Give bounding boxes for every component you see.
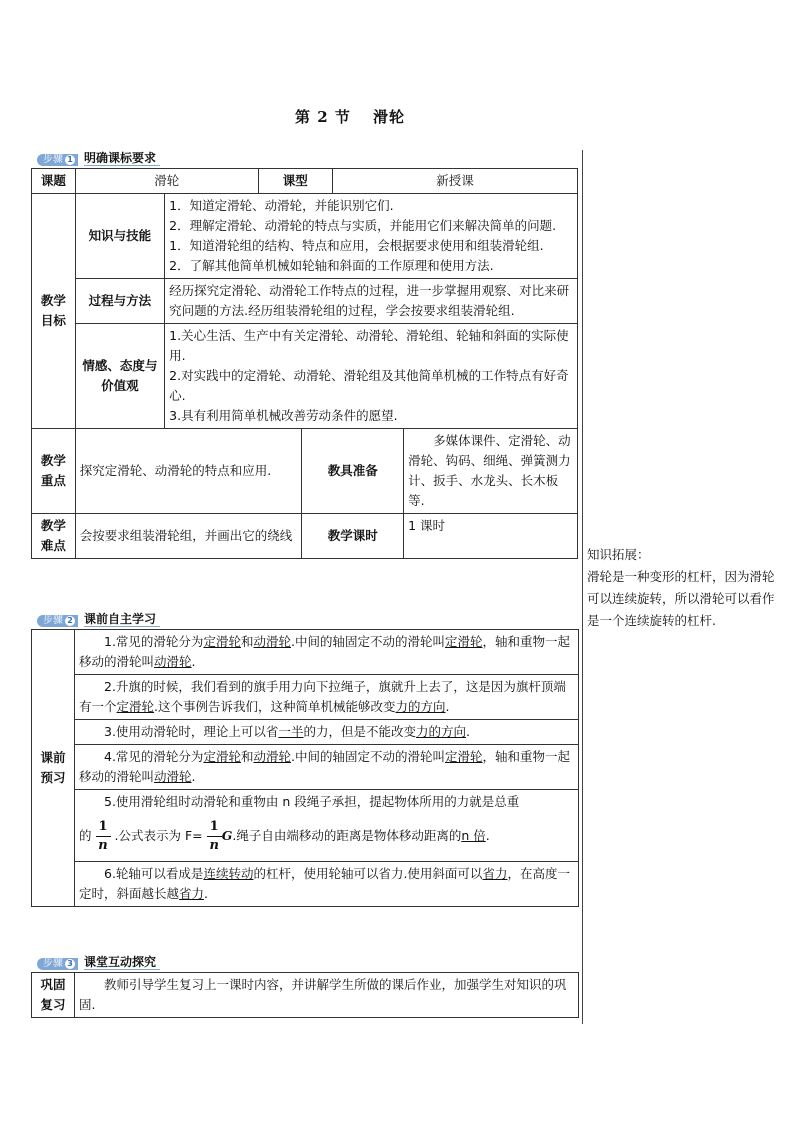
- curriculum-table: [31, 168, 578, 559]
- preview-item-5: 5.使用滑轮组时动滑轮和重物由 n 段绳子承担，提起物体所用的力就是总重 的 $\frac{1}{n}$ .公式表示为 F= $\frac{1}{n}$ G.绳子自由端移动的距离是物体移动距离的n 倍.: [75, 790, 579, 862]
- step-1-heading: [37, 151, 160, 166]
- review-label: 巩固复习: [32, 973, 75, 1018]
- section-number: 第 2 节: [295, 108, 351, 126]
- fraction-1-over-n: $\frac{1}{n}$: [96, 818, 111, 855]
- preview-item-3: 3.使用动滑轮时，理论上可以省一半的力，但是不能改变力的方向.: [75, 720, 579, 745]
- extension-text: 滑轮是一种变形的杠杆，因为滑轮可以连续旋转，所以滑轮可以看作是一个连续旋转的杠杆.: [587, 569, 775, 628]
- attitude-content: 1.关心生活、生产中有关定滑轮、动滑轮、滑轮组、轮轴和斜面的实际使用. 2.对实践中的定滑轮、动滑轮、滑轮组及其他简单机械的工作特点有好奇心. 3.具有利用简单机械改善劳动条件的愿望.: [165, 324, 578, 429]
- process-label: 过程与方法: [75, 279, 164, 324]
- difficulty-label: 教学难点: [32, 514, 76, 559]
- preview-item-1: 1.常见的滑轮分为定滑轮和动滑轮.中间的轴固定不动的滑轮叫定滑轮，轴和重物一起移动的滑轮叫动滑轮.: [75, 630, 579, 675]
- key-point-content: 探究定滑轮、动滑轮的特点和应用.: [75, 429, 302, 514]
- column-divider: [582, 150, 583, 1024]
- lesson-type-label: 课型: [258, 169, 332, 194]
- step-2-heading: [37, 612, 160, 627]
- preview-item-6: 6.轮轴可以看成是连续转动的杠杆，使用轮轴可以省力.使用斜面可以省力，在高度一定时，斜面越长越省力.: [75, 862, 579, 907]
- process-content: 经历探究定滑轮、动滑轮工作特点的过程，进一步掌握用观察、对比来研究问题的方法.经历组装滑轮组的过程，学会按要求组装滑轮组.: [165, 279, 578, 324]
- preview-table: [31, 629, 579, 907]
- page-title: [0, 106, 700, 127]
- knowledge-extension: [587, 544, 777, 632]
- key-point-label: 教学重点: [32, 429, 76, 514]
- review-content: 教师引导学生复习上一课时内容，并讲解学生所做的课后作业，加强学生对知识的巩固.: [75, 973, 579, 1018]
- fraction-1-over-n-formula: $\frac{1}{n}$: [207, 818, 222, 855]
- review-table: [31, 972, 579, 1018]
- step-label: 课前自主学习: [84, 612, 160, 627]
- difficulty-content: 会按要求组装滑轮组，并画出它的绕线: [75, 514, 302, 559]
- lesson-type-value: 新授课: [332, 169, 577, 194]
- hours-value: 1 课时: [404, 514, 578, 559]
- step-badge: 步骤 1: [37, 154, 78, 166]
- objectives-label: 教学目标: [32, 194, 76, 429]
- knowledge-label: 知识与技能: [75, 194, 164, 279]
- step-badge: 步骤 2: [37, 615, 78, 627]
- step-label: 课堂互动探究: [84, 955, 160, 970]
- section-name: 滑轮: [372, 108, 405, 126]
- step-3-heading: [37, 955, 160, 970]
- step-label: 明确课标要求: [84, 151, 160, 166]
- materials-content: 多媒体课件、定滑轮、动滑轮、钩码、细绳、弹簧测力计、扳手、水龙头、长木板等.: [404, 429, 578, 514]
- hours-label: 教学课时: [302, 514, 404, 559]
- materials-label: 教具准备: [302, 429, 404, 514]
- preview-label: 课前预习: [32, 630, 75, 907]
- preview-item-2: 2.升旗的时候，我们看到的旗手用力向下拉绳子，旗就升上去了，这是因为旗杆顶端有一个定滑轮.这个事例告诉我们，这种简单机械能够改变力的方向.: [75, 675, 579, 720]
- attitude-label: 情感、态度与价值观: [75, 324, 164, 429]
- topic-value: 滑轮: [75, 169, 258, 194]
- extension-heading: 知识拓展：: [587, 547, 650, 562]
- topic-label: 课题: [32, 169, 76, 194]
- knowledge-content: 1．知道定滑轮、动滑轮，并能识别它们. 2．理解定滑轮、动滑轮的特点与实质，并能用它们来解决简单的问题. 1．知道滑轮组的结构、特点和应用，会根据要求使用和组装滑轮组. 2．了解其他简单机械如轮轴和斜面的工作原理和使用方法.: [165, 194, 578, 279]
- preview-item-4: 4.常见的滑轮分为定滑轮和动滑轮.中间的轴固定不动的滑轮叫定滑轮，轴和重物一起移动的滑轮叫动滑轮.: [75, 745, 579, 790]
- step-badge: 步骤 3: [37, 958, 78, 970]
